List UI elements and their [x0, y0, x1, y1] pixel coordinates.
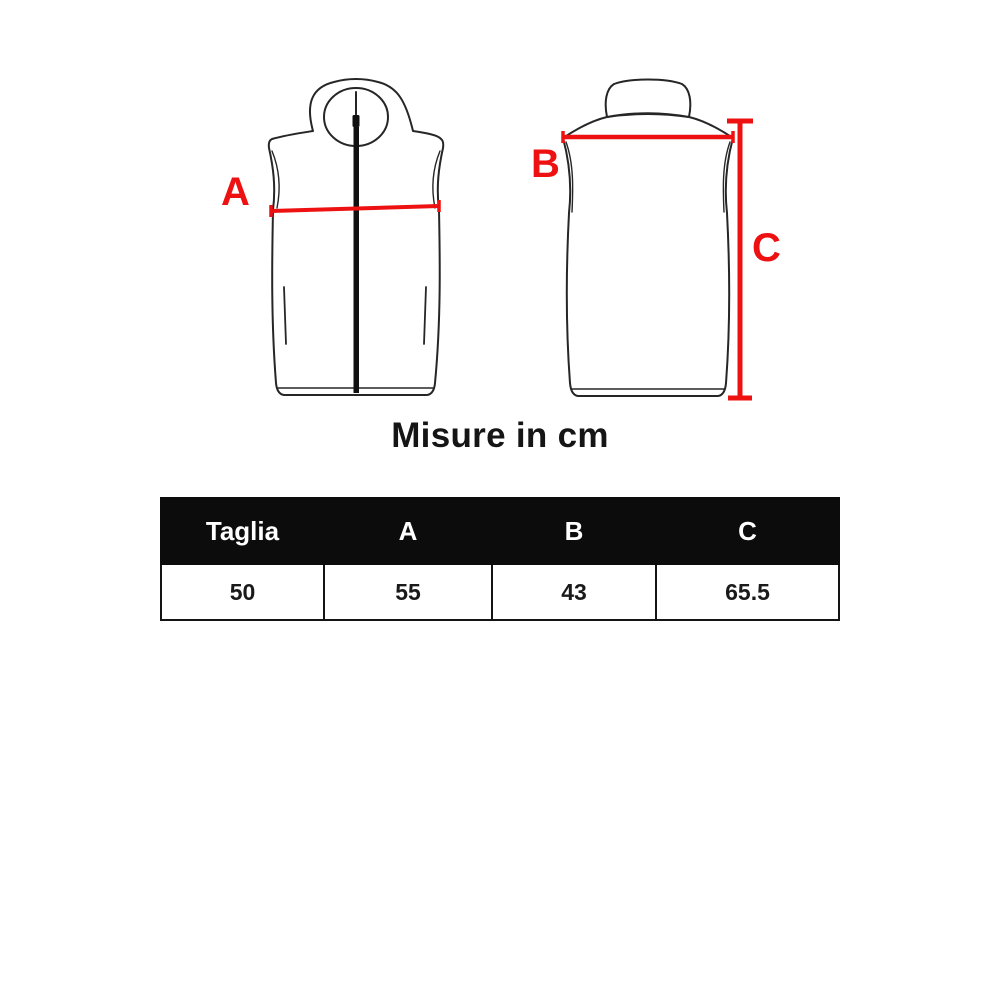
cell-taglia-value: 50	[161, 564, 324, 620]
measure-label-c: C	[752, 226, 781, 270]
vest-front-zipper-tape	[354, 127, 360, 393]
vest-back-outline	[563, 114, 733, 396]
measurements-title: Misure in cm	[391, 416, 609, 455]
length-line-c	[727, 121, 753, 398]
size-table-data-row	[161, 564, 839, 620]
vest-front-zipper-pull	[353, 115, 360, 127]
col-header-a: A	[324, 498, 492, 564]
vest-diagram	[0, 0, 1000, 460]
col-header-taglia: Taglia	[161, 498, 324, 564]
vest-back-illustration	[563, 80, 733, 397]
cell-c-value: 65.5	[656, 564, 839, 620]
size-table	[160, 497, 840, 621]
size-table-header-row	[161, 498, 839, 564]
cell-a-value: 55	[324, 564, 492, 620]
measure-label-a: A	[221, 170, 250, 214]
col-header-c: C	[656, 498, 839, 564]
col-header-b: B	[492, 498, 656, 564]
vest-back-collar	[606, 80, 691, 118]
vest-front-illustration	[269, 79, 443, 395]
cell-b-value: 43	[492, 564, 656, 620]
measure-label-b: B	[531, 142, 560, 186]
